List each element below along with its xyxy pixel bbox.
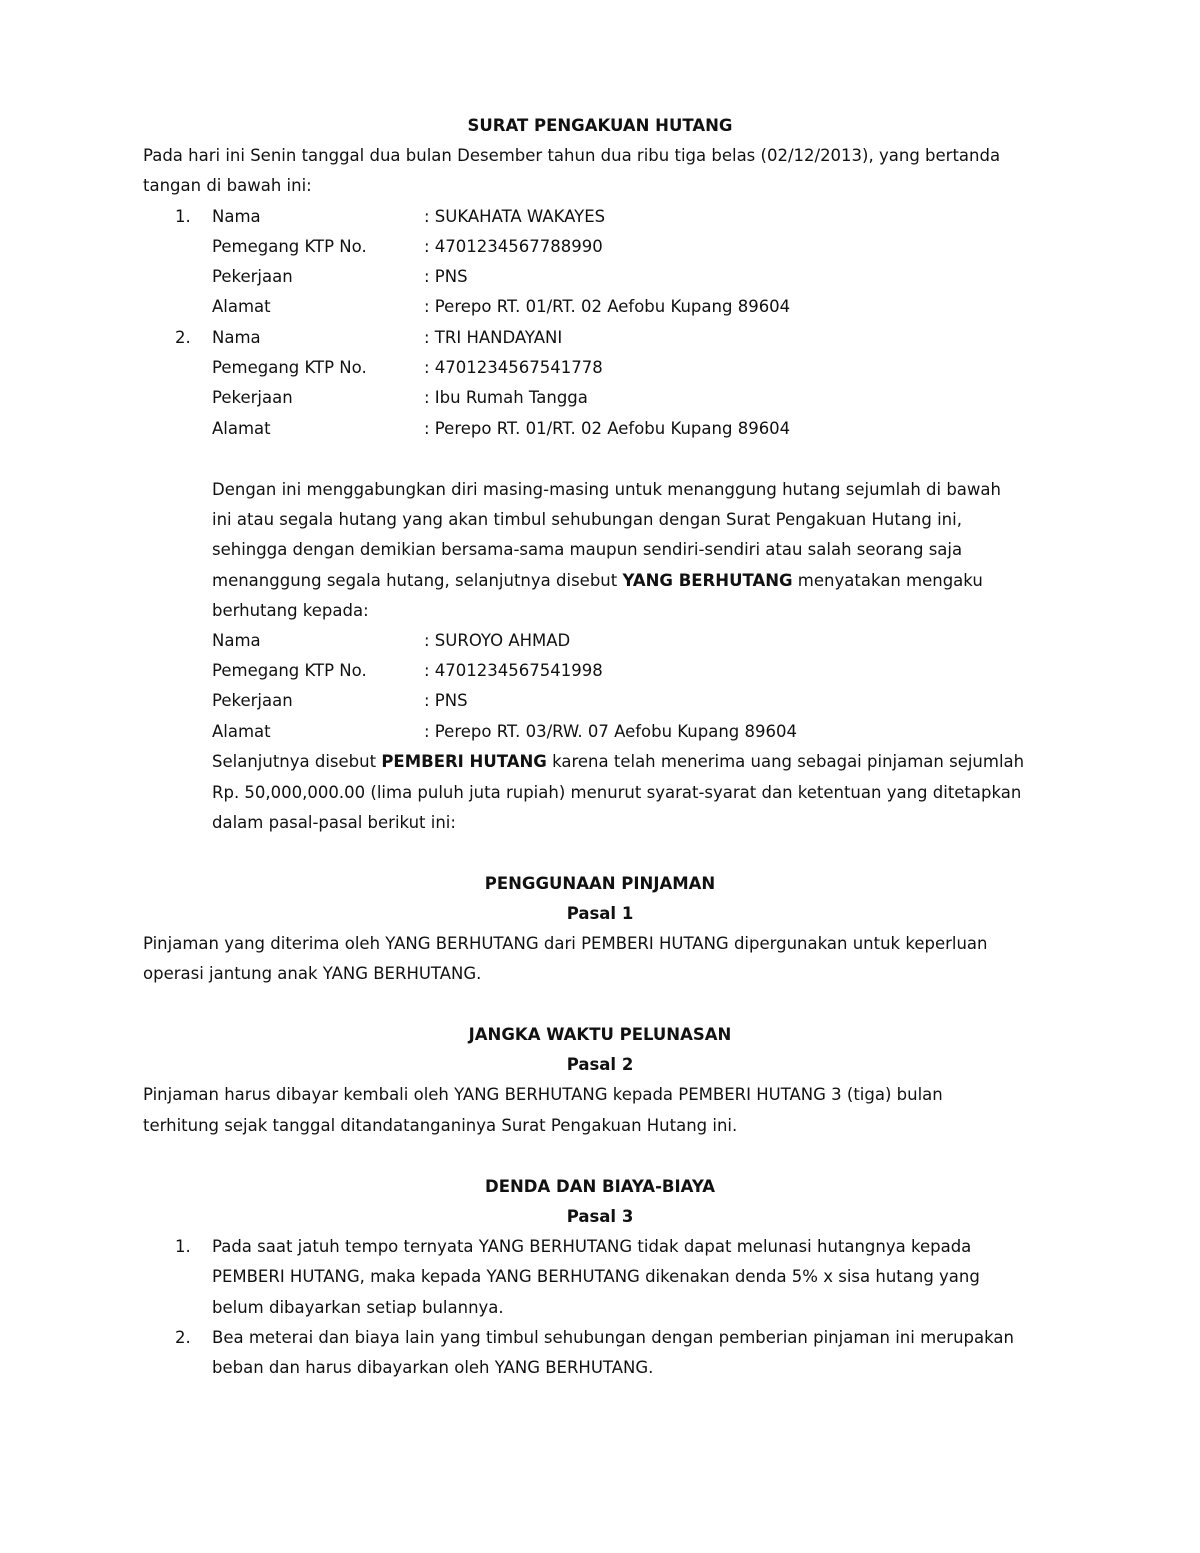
yang-berhutang-term: YANG BERHUTANG [622, 571, 793, 590]
intro-line-1: Pada hari ini Senin tanggal dua bulan Desember tahun dua ribu tiga belas (02/12/2013), yang bertanda [143, 146, 1001, 165]
joint-para-line-4 [212, 570, 983, 592]
pasal-3-label: Pasal 3 [566, 1207, 634, 1226]
creditor-ktp-label: Pemegang KTP No. [212, 661, 367, 680]
pasal-1-label: Pasal 1 [566, 904, 634, 923]
debtor-1-number: 1. [175, 207, 191, 226]
debtor-2-job-value: : Ibu Rumah Tangga [424, 388, 588, 407]
creditor-para-line-3: dalam pasal-pasal berikut ini: [212, 813, 456, 832]
pasal-3-item-1-line-1: Pada saat jatuh tempo ternyata YANG BERHUTANG tidak dapat melunasi hutangnya kepada [212, 1237, 972, 1256]
debtor-2-ktp-label: Pemegang KTP No. [212, 358, 367, 377]
debtor-2-name-value: : TRI HANDAYANI [424, 328, 563, 347]
section-1-heading: PENGGUNAAN PINJAMAN [484, 874, 716, 893]
pasal-1-line-1: Pinjaman yang diterima oleh YANG BERHUTANG dari PEMBERI HUTANG dipergunakan untuk keperluan [143, 934, 988, 953]
creditor-job-value: : PNS [424, 691, 468, 710]
section-2-heading: JANGKA WAKTU PELUNASAN [468, 1025, 732, 1044]
creditor-para-line-1-post: karena telah menerima uang sebagai pinjaman sejumlah [546, 752, 1025, 771]
debtor-1-address-label: Alamat [212, 297, 271, 316]
debtor-1-job-label: Pekerjaan [212, 267, 293, 286]
debtor-1-ktp-label: Pemegang KTP No. [212, 237, 367, 256]
pasal-3-item-1-line-3: belum dibayarkan setiap bulannya. [212, 1298, 504, 1317]
pasal-3-item-2-line-2: beban dan harus dibayarkan oleh YANG BERHUTANG. [212, 1358, 654, 1377]
debtor-1-name-label: Nama [212, 207, 261, 226]
pasal-3-item-1-line-2: PEMBERI HUTANG, maka kepada YANG BERHUTANG dikenakan denda 5% x sisa hutang yang [212, 1267, 980, 1286]
creditor-job-label: Pekerjaan [212, 691, 293, 710]
debtor-2-name-label: Nama [212, 328, 261, 347]
joint-para-line-1: Dengan ini menggabungkan diri masing-masing untuk menanggung hutang sejumlah di bawah [212, 480, 1001, 499]
debtor-2-address-label: Alamat [212, 419, 271, 438]
pasal-2-line-2: terhitung sejak tanggal ditandatanganinya Surat Pengakuan Hutang ini. [143, 1116, 738, 1135]
debtor-1-name-value: : SUKAHATA WAKAYES [424, 207, 606, 226]
debtor-2-job-label: Pekerjaan [212, 388, 293, 407]
creditor-address-label: Alamat [212, 722, 271, 741]
debtor-1-ktp-value: : 4701234567788990 [424, 237, 603, 256]
creditor-para-line-1-pre: Selanjutnya disebut [212, 752, 382, 771]
debtor-2-ktp-value: : 4701234567541778 [424, 358, 603, 377]
pasal-2-line-1: Pinjaman harus dibayar kembali oleh YANG BERHUTANG kepada PEMBERI HUTANG 3 (tiga) bulan [143, 1085, 943, 1104]
joint-para-line-2: ini atau segala hutang yang akan timbul sehubungan dengan Surat Pengakuan Hutang ini, [212, 510, 962, 529]
creditor-name-label: Nama [212, 631, 261, 650]
pasal-3-item-1-number: 1. [175, 1237, 191, 1256]
joint-para-line-4-pre: menanggung segala hutang, selanjutnya disebut [212, 571, 623, 590]
pasal-2-label: Pasal 2 [566, 1055, 634, 1074]
debtor-2-address-value: : Perepo RT. 01/RT. 02 Aefobu Kupang 89604 [424, 419, 791, 438]
joint-para-line-4-post: menyatakan mengaku [792, 571, 983, 590]
pasal-3-item-2-line-1: Bea meterai dan biaya lain yang timbul sehubungan dengan pemberian pinjaman ini merupakan [212, 1328, 1014, 1347]
debtor-1-address-value: : Perepo RT. 01/RT. 02 Aefobu Kupang 89604 [424, 297, 791, 316]
creditor-address-value: : Perepo RT. 03/RW. 07 Aefobu Kupang 89604 [424, 722, 798, 741]
creditor-name-value: : SUROYO AHMAD [424, 631, 571, 650]
creditor-para-line-1 [212, 751, 1024, 773]
debtor-1-job-value: : PNS [424, 267, 468, 286]
joint-para-line-3: sehingga dengan demikian bersama-sama maupun sendiri-sendiri atau salah seorang saja [212, 540, 963, 559]
joint-para-line-5: berhutang kepada: [212, 601, 369, 620]
intro-line-2: tangan di bawah ini: [143, 176, 312, 195]
debtor-2-number: 2. [175, 328, 191, 347]
creditor-para-line-2: Rp. 50,000,000.00 (lima puluh juta rupiah) menurut syarat-syarat dan ketentuan yang ditetapkan [212, 783, 1022, 802]
document-title: SURAT PENGAKUAN HUTANG [467, 116, 733, 135]
creditor-ktp-value: : 4701234567541998 [424, 661, 603, 680]
pasal-3-item-2-number: 2. [175, 1328, 191, 1347]
pasal-1-line-2: operasi jantung anak YANG BERHUTANG. [143, 964, 482, 983]
pemberi-hutang-term: PEMBERI HUTANG [381, 752, 547, 771]
section-3-heading: DENDA DAN BIAYA-BIAYA [485, 1177, 715, 1196]
